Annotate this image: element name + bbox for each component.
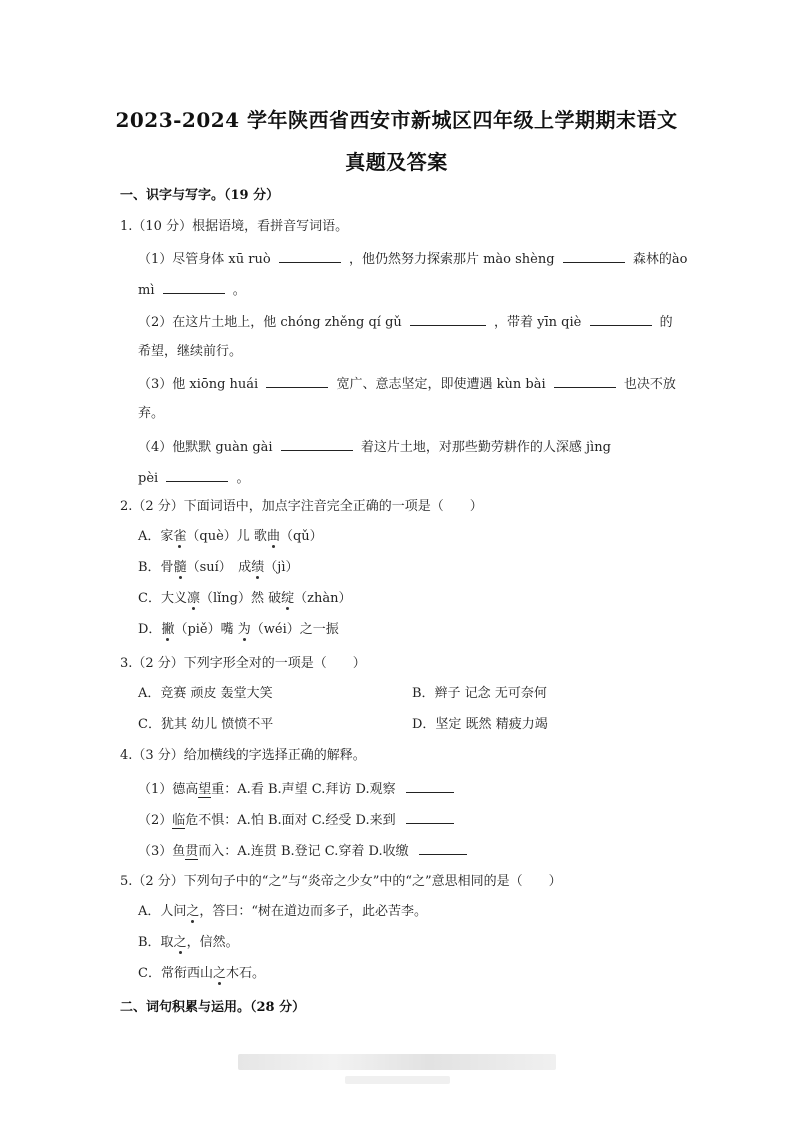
question-1-stem: 1.（10 分）根据语境，看拼音写词语。 bbox=[120, 219, 349, 234]
answer-blank[interactable] bbox=[406, 809, 454, 824]
question-1-sentence-4 bbox=[138, 436, 611, 458]
sentence-text: 着这片土地，对那些勤劳耕作的人深感 jìng bbox=[360, 440, 611, 455]
option-text: （piě）嘴 bbox=[174, 622, 238, 637]
item-text: 重：A.看 B.声望 C.拜访 D.观察 bbox=[211, 782, 396, 797]
sentence-text: （3）他 xiōng huái bbox=[138, 377, 259, 392]
question-5-option-c[interactable] bbox=[138, 964, 265, 984]
underlined-char: 望 bbox=[198, 782, 212, 797]
question-5-option-b[interactable] bbox=[138, 933, 239, 953]
dotted-char: 撇 bbox=[161, 622, 175, 637]
question-2-option-b[interactable] bbox=[138, 558, 299, 578]
question-3-option-b[interactable]: B．辫子 记念 无可奈何 bbox=[412, 686, 547, 701]
question-1-sentence-1 bbox=[138, 248, 687, 270]
sentence-text: 。 bbox=[236, 471, 250, 486]
item-text: （2） bbox=[138, 813, 173, 828]
dotted-char: 为 bbox=[237, 622, 251, 637]
answer-blank[interactable] bbox=[166, 467, 228, 482]
item-text: （3）鱼 bbox=[138, 844, 186, 859]
dotted-char: 凛 bbox=[186, 591, 200, 606]
answer-blank[interactable] bbox=[163, 279, 225, 294]
option-text: B．骨 bbox=[138, 560, 174, 575]
item-text: 而入：A.连贯 B.登记 C.穿着 D.收缴 bbox=[198, 844, 409, 859]
answer-blank[interactable] bbox=[419, 840, 467, 855]
sentence-text: （4）他默默 guàn gài bbox=[138, 440, 273, 455]
answer-blank[interactable] bbox=[563, 248, 625, 263]
question-1-sentence-1-cont bbox=[138, 279, 246, 301]
sentence-text: ，他仍然努力探索那片 mào shèng bbox=[348, 252, 555, 267]
question-5-option-a[interactable] bbox=[138, 902, 427, 922]
sentence-text: pèi bbox=[138, 471, 159, 486]
question-2-option-c[interactable] bbox=[138, 589, 352, 609]
dotted-char: 髓 bbox=[173, 560, 187, 575]
option-text: （qǔ） bbox=[279, 529, 323, 544]
sentence-text: ，带着 yīn qiè bbox=[494, 315, 582, 330]
question-3-option-a[interactable]: A．竞赛 顽皮 轰堂大笑 bbox=[138, 686, 273, 701]
dotted-char: 之 bbox=[212, 966, 226, 981]
section-heading-1: 一、识字与写字。（19 分） bbox=[120, 188, 280, 203]
answer-blank[interactable] bbox=[406, 778, 454, 793]
dotted-char: 雀 bbox=[173, 529, 187, 544]
option-text: 木石。 bbox=[225, 966, 265, 981]
dotted-char: 曲 bbox=[266, 529, 280, 544]
question-3-option-d[interactable]: D．坚定 既然 精疲力竭 bbox=[412, 717, 548, 732]
question-4-item-1 bbox=[138, 778, 454, 800]
option-text: （jì） bbox=[264, 560, 299, 575]
question-1-sentence-4-cont bbox=[138, 467, 249, 489]
dotted-char: 绽 bbox=[281, 591, 295, 606]
question-4-stem: 4.（3 分）给加横线的字选择正确的解释。 bbox=[120, 748, 366, 763]
question-2-option-d[interactable] bbox=[138, 620, 339, 640]
option-text: A．人问 bbox=[138, 904, 187, 919]
option-text: ，信然。 bbox=[186, 935, 239, 950]
option-text: C．大义 bbox=[138, 591, 187, 606]
dotted-char: 绩 bbox=[251, 560, 265, 575]
sentence-text: mì bbox=[138, 283, 155, 298]
answer-blank[interactable] bbox=[266, 373, 328, 388]
option-text: ，答曰：“树在道边而多子，此必苦李。 bbox=[199, 904, 428, 919]
question-1-sentence-2-cont: 希望，继续前行。 bbox=[138, 344, 243, 359]
option-text: （lǐng）然 破 bbox=[199, 591, 282, 606]
blurred-watermark bbox=[238, 1054, 556, 1070]
underlined-char: 临 bbox=[172, 813, 186, 828]
option-text: C．常衔西山 bbox=[138, 966, 213, 981]
answer-blank[interactable] bbox=[279, 248, 341, 263]
question-4-item-3 bbox=[138, 840, 467, 862]
question-4-item-2 bbox=[138, 809, 454, 831]
option-text: （què）儿 歌 bbox=[186, 529, 267, 544]
option-text: B．取 bbox=[138, 935, 174, 950]
question-1-sentence-3-cont: 弃。 bbox=[138, 406, 165, 421]
sentence-text: 的 bbox=[659, 315, 673, 330]
sentence-text: （2）在这片土地上，他 chóng zhěng qí gǔ bbox=[138, 315, 402, 330]
question-2-option-a[interactable] bbox=[138, 527, 323, 547]
question-1-sentence-3 bbox=[138, 373, 676, 395]
section-heading-2: 二、词句积累与运用。（28 分） bbox=[120, 1000, 306, 1015]
answer-blank[interactable] bbox=[410, 311, 486, 326]
sentence-text: （1）尽管身体 xū ruò bbox=[138, 252, 271, 267]
item-text: （1）德高 bbox=[138, 782, 199, 797]
sentence-text: 森林的ào bbox=[632, 252, 688, 267]
answer-blank[interactable] bbox=[554, 373, 616, 388]
document-title-line2: 真题及答案 bbox=[345, 150, 448, 174]
option-text: （zhàn） bbox=[294, 591, 352, 606]
blurred-watermark-line2 bbox=[345, 1076, 450, 1084]
question-5-stem: 5.（2 分）下列句子中的“之”与“炎帝之少女”中的“之”意思相同的是（ ） bbox=[120, 874, 562, 889]
document-title-line1: 2023-2024 学年陕西省西安市新城区四年级上学期期末语文 bbox=[115, 108, 678, 132]
option-text: （wéi）之一振 bbox=[250, 622, 339, 637]
dotted-char: 之 bbox=[186, 904, 200, 919]
question-1-sentence-2 bbox=[138, 311, 673, 333]
question-2-stem: 2.（2 分）下面词语中，加点字注音完全正确的一项是（ ） bbox=[120, 499, 483, 514]
option-text: （suí） 成 bbox=[186, 560, 252, 575]
option-text: A．家 bbox=[138, 529, 174, 544]
item-text: 危不惧：A.怕 B.面对 C.经受 D.来到 bbox=[185, 813, 396, 828]
dotted-char: 之 bbox=[173, 935, 187, 950]
answer-blank[interactable] bbox=[281, 436, 353, 451]
sentence-text: 宽广、意志坚定，即使遭遇 kùn bài bbox=[336, 377, 546, 392]
question-3-option-c[interactable]: C．犹其 幼儿 愤愤不平 bbox=[138, 717, 274, 732]
question-3-stem: 3.（2 分）下列字形全对的一项是（ ） bbox=[120, 656, 366, 671]
underlined-char: 贯 bbox=[185, 844, 199, 859]
sentence-text: 。 bbox=[232, 283, 246, 298]
option-text: D． bbox=[138, 622, 162, 637]
sentence-text: 也决不放 bbox=[623, 377, 676, 392]
answer-blank[interactable] bbox=[590, 311, 652, 326]
